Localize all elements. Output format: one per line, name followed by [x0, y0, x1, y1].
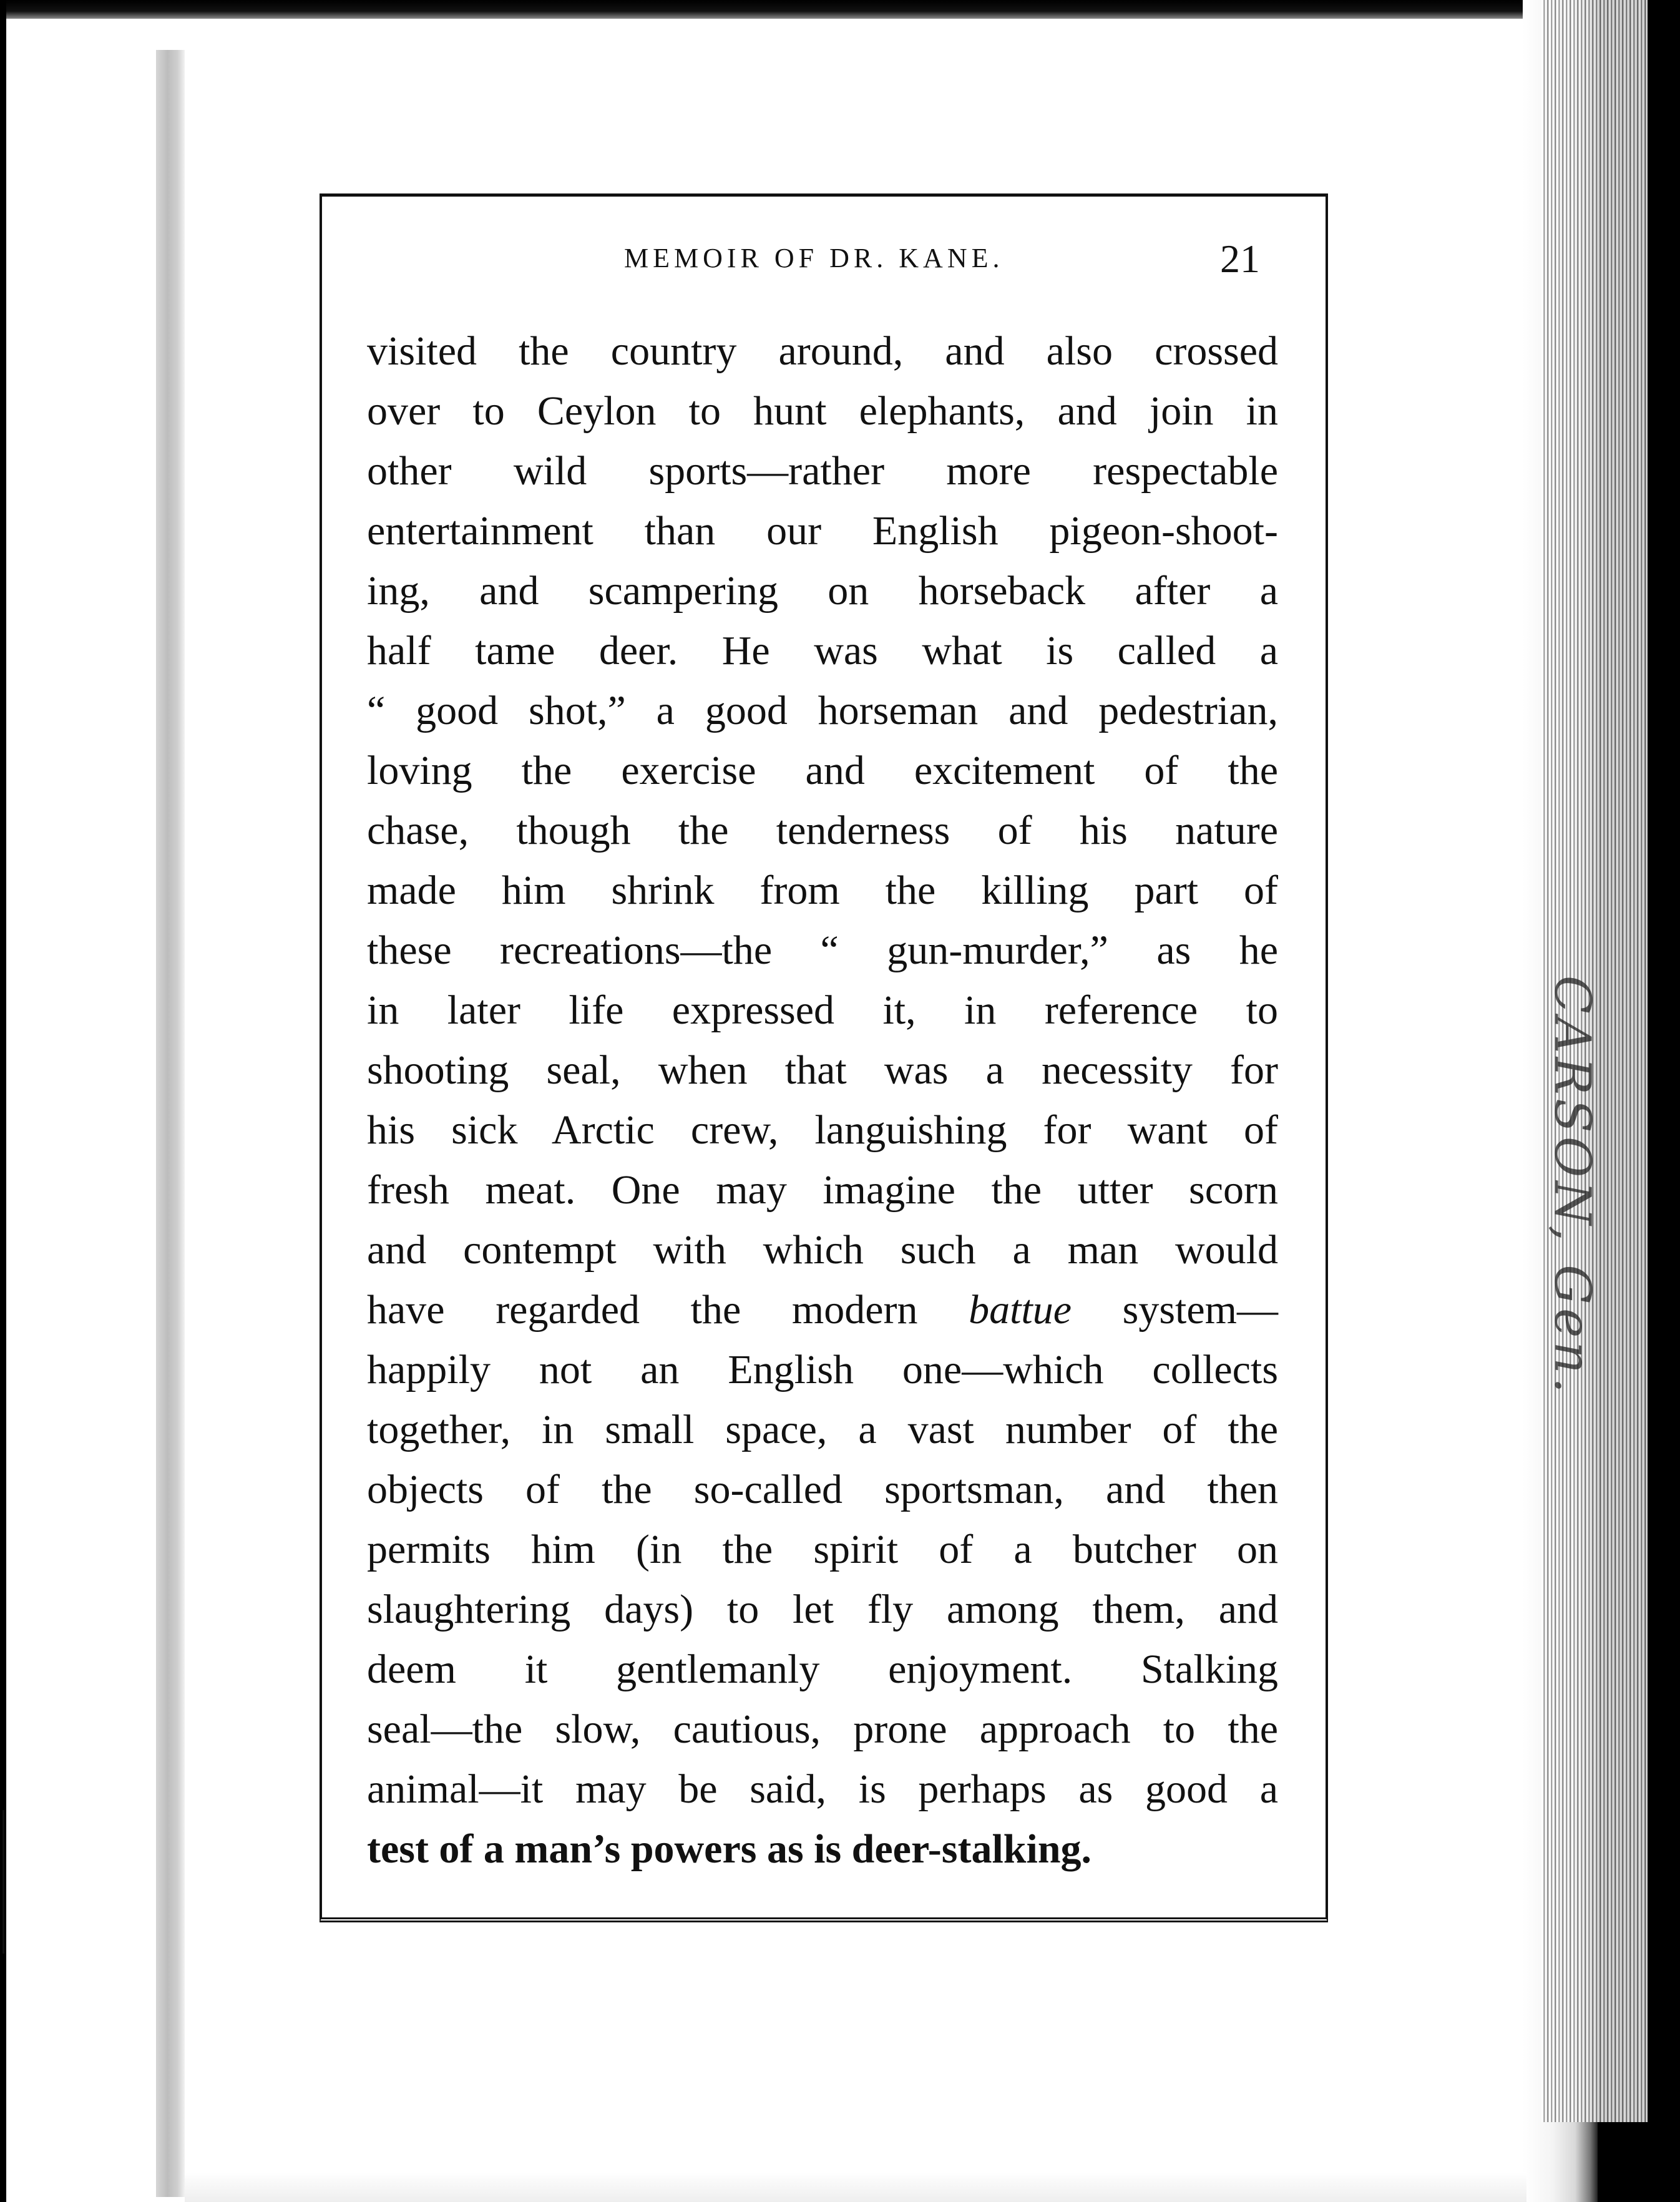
text-line: in later life expressed it, in reference to: [367, 987, 1278, 1033]
text-line: objects of the so-called sportsman, and then: [367, 1467, 1278, 1512]
text-line: fresh meat. One may imagine the utter scorn: [367, 1167, 1278, 1213]
text-line: made him shrink from the killing part of: [367, 868, 1278, 913]
text-line: other wild sports—rather more respectable: [367, 448, 1278, 494]
text-line: animal—it may be said, is perhaps as good a: [367, 1766, 1278, 1812]
text-line: these recreations—the “ gun-murder,” as he: [367, 927, 1278, 973]
gutter-shadow: [156, 50, 185, 2197]
text-line: over to Ceylon to hunt elephants, and join in: [367, 388, 1278, 434]
text-line-last: test of a man’s powers as is deer-stalking.: [367, 1826, 1092, 1872]
text-line: and contempt with which such a man would: [367, 1227, 1278, 1273]
text-line: loving the exercise and excitement of the: [367, 748, 1278, 793]
battue-italic: battue: [969, 1287, 1072, 1333]
text-line: happily not an English one—which collects: [367, 1347, 1278, 1392]
page-number: 21: [1220, 237, 1260, 281]
text-line: entertainment than our English pigeon-shoot-: [367, 508, 1278, 554]
text-line-battue: [367, 1280, 1278, 1340]
text-line: chase, though the tenderness of his nature: [367, 808, 1278, 853]
text-line: his sick Arctic crew, languishing for want of: [367, 1107, 1278, 1153]
text-line: visited the country around, and also crossed: [367, 328, 1278, 374]
text-line: deem it gentlemanly enjoyment. Stalking: [367, 1647, 1278, 1692]
battue-after: system—: [1072, 1287, 1279, 1333]
facing-page-rule: [2, 1810, 4, 1954]
text-line: ing, and scampering on horseback after a: [367, 568, 1278, 614]
text-line: slaughtering days) to let fly among them, and: [367, 1587, 1278, 1632]
fore-edge-text: CARSON, Gen.: [1543, 975, 1602, 1397]
battue-before: have regarded the modern: [367, 1287, 969, 1333]
scan-top-edge: [0, 0, 1680, 19]
running-head: MEMOIR OF DR. KANE.: [624, 243, 1004, 273]
text-line: seal—the slow, cautious, prone approach to the: [367, 1706, 1278, 1752]
text-line: half tame deer. He was what is called a: [367, 628, 1278, 673]
text-line: permits him (in the spirit of a butcher on: [367, 1527, 1278, 1572]
facing-page: [0, 19, 156, 2202]
fore-edge-writing: [1543, 874, 1602, 1498]
text-line: “ good shot,” a good horseman and pedestrian,: [367, 688, 1278, 733]
page-bottom-shade: [185, 2172, 1526, 2202]
body-text: [367, 321, 1278, 1879]
text-line: together, in small space, a vast number of the: [367, 1407, 1278, 1452]
text-line: shooting seal, when that was a necessity for: [367, 1047, 1278, 1093]
